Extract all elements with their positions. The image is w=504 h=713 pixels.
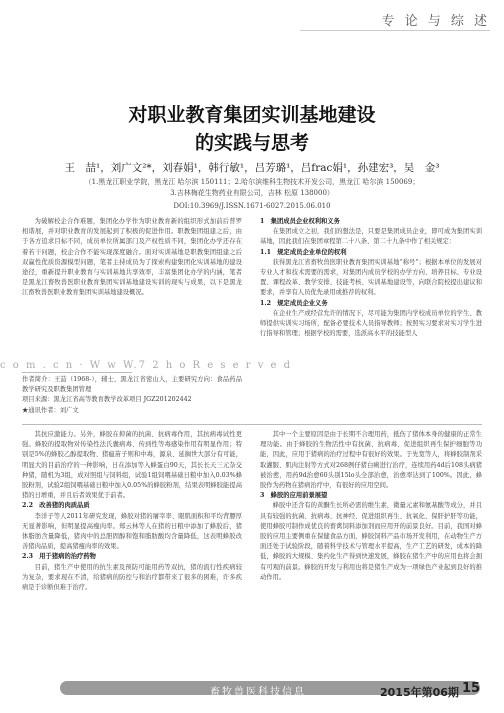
header-divider [300,30,490,31]
section-tag: 专 论 与 综 述 [381,14,490,29]
affiliation-line1: （1.黑龙江职业学院，黑龙江 哈尔滨 150111；2.哈尔滨维科生物技术开发公司，黑龙江 哈尔滨 150069； [84,178,420,186]
journal-name: 畜牧兽医科技信息 [210,687,306,698]
author-list: 王 喆¹，刘广文²*，刘春娟¹，韩行敏¹，吕芳璐¹，吕frac娟¹，孙建宏³，吴 金³ [64,162,440,174]
page-number: 15 [462,681,481,696]
corresponding-note: ★通讯作者：刘广文 [22,406,79,414]
section-divider [22,424,482,425]
heading-1: 1 集团成员企业权利和义务 [260,218,340,225]
right-column-top [260,217,482,339]
affiliation-line2: 3.吉林梅花生物药业有限公司，吉林 松原 138000） [170,189,334,197]
lower-left-para-1: 其抗应激能力。另外，蜂胶在抑菌的抗菌、抗病毒作用，其抗病毒试性更强。蜂胶的提取物对传染性法氏囊病毒、传到性等毒感染作用有明显作用；特别是5%的蜂胶乙醇提取物、猪瘟苗子则和中毒，源泉、延搁世大部分有可能，明显大的目前治疗的一种影响，日在添加等入蜂蛋白90天，其长长天三元杂交种猪，随机为3组，成对照组与饲料组，试验1组饲喂基础日粮中加入0.03%蜂胶粉剂，试验2组饲喂基础日粮中加入0.05%的蜂胶粉剂，结果表明蜂胶能提高猪的日增重，并且后者效果优于前者。 [22,431,242,500]
abstract-column [22,217,242,299]
watermark: c o m . c n · W w W.7 2 h o R e s e r v e d [0,360,293,371]
lower-right-para-1: 其中一个主要原因是由于长期不合理用药，抵伤了猪体本身的健康的正常生理功能。由于蜂胶的生物活性中有抗菌、抗病毒、促进组织再生保护细胞等功能，因此，应用于猪病的治疗过程中有很好的效果。于先宽等人，将蜂胶制剂采取灌服、肌肉注射等方式对268例仔猪白痢进行治疗，连续用药4d后108头病猪被治愈，用药9d治愈60头别15lo头全部治愈，治愈率达到了100%。因此，蜂胶作为药物在猪病治疗中，有很好的应用空间。 [260,431,482,490]
heading-1-1: 1.1 规定成员企业单位的权利 [260,248,347,256]
lower-left-column [22,430,242,593]
footnotes [22,375,242,416]
issue-label: 2015年第06期 [380,686,459,699]
lower-right-column [260,430,482,583]
paper-title-line1: 对职业教育集团实训基地建设 [128,104,376,126]
heading-2-3: 2.3 用于猪病的治疗药物 [22,553,96,561]
para-3: 蜂胶中还含有的黄酮生长所必需的维生素，微量元素和氨基酸等成分，并且具有较强的抗菌、抗病毒、抗神经、促进组织再生、抗氧化、保肝护肝等功能，使用蜂胶可制作成优良的畜禽饲料添加剂而应用开的前景良好。目前，我国对蜂胶的应用主要侧重在保健食品方面，蜂胶饲料产品市场开发利用，在动物生产方面还处于试验阶段，随着科学技术与管理水平提高，生产工艺的研发，成本的降低，蜂胶的大规模、集约化生产得到快速发展，蜂胶在猪生产中的应用也将会拥有可观的前景。蜂胶的开发与利用也将是猪生产成为一项绿色产业起到良好的推动作用。 [260,502,482,581]
heading-1-2: 1.2 规定成员企业义务 [260,299,328,307]
heading-2-2: 2.2 改善猪的肉质品质 [22,502,90,510]
heading-3: 3 蜂胶的应用前景展望 [260,492,328,500]
para-1-1: 获得黑龙江省畜牧兽医职业教育集团实训基地“称号”；根据本单位的发展对专业人才和技术需要的需求，对集团内成员学校的办学方向、培养目标、专业设置、课程改革、教学安排、技能考核、实训基地建设等，向联合院校提出建议和要求，并享有人员优先录用或推荐的权利。 [260,258,482,297]
footnote-divider [22,372,132,373]
fund-note: 项目来源：黑龙江省高等教育教学改革项目 JGZ201202442 [22,396,192,404]
para-2-2: 李洋子等人2011年研究发现，蜂胶对猪的屠宰率、眼肌面积和平均背膘厚无显著影响，但明显提高瘦肉率。郑云林等人在猪的日粮中添加了蜂胶后，猪体脂肪含量降低，猪肉中的总胆固醇和饱和脂肪酸均含量降低，这表明蜂胶改善猪肉品质，提高猪瘦肉率的效果。 [22,512,242,551]
para-1-2: 在企业生产或经营允许的情况下，尽可能为集团内学校成员单位的学生、教师提供实训实习场所，配备必要技术人员指导教师；按照实习要求对实习学生进行指导和管理；根据学校的需要，选派高水平的技能型人 [260,309,482,338]
abstract-text: 为破解校企合作难题，集团化办学作为职业教育新的组织形式加前后普罗相谐展，并对职业教育的发展起到了积极的促进作用。职教集团组建之后，由于各方追求目标不同，成员单位所属部门及产权性质不同，集团化办学还存在着若干问题，校企合作不能实现深度融合。面对实训基地是职教集团组建之后双赢性优质资源模型问题，笔者主持成员为了探索构建集团化实训基地的建设途径，重新提升职业教育与实训基地共享效率，丰富集团化办学的内涵，笔者是黑龙江畜牧兽医职业教育集团实训基地建设实训的现实与成果，以下是黑龙江畜牧兽医职业教育集团实训基地建设概况。 [22,218,242,297]
para-1: 在集团成立之初，我们的想法是，只要是集团成员企业，即可成为集团实训基地，因此我们在集团章程第二十八条、第二十九条中作了相关规定： [260,228,482,246]
author-note: 作者简介：王喆（1968-），辅士，黑龙江省密山人，主要研究方向：食品药品教学研究及职教集团管理 [22,376,242,394]
para-2-3: 目前，猪生产中使用的抗生素及预防可能用药等双抗，猪的流行性疾病较为复杂，要求现在不清，给猪病的防控与和治疗都带来了很多的困难，许多疾病是于诊断但难于治疗。 [22,563,242,592]
paper-title-line2: 的实践与思考 [194,132,309,154]
doi: DOI:10.3969/J.ISSN.1671-6027.2015.06.010 [173,202,331,210]
